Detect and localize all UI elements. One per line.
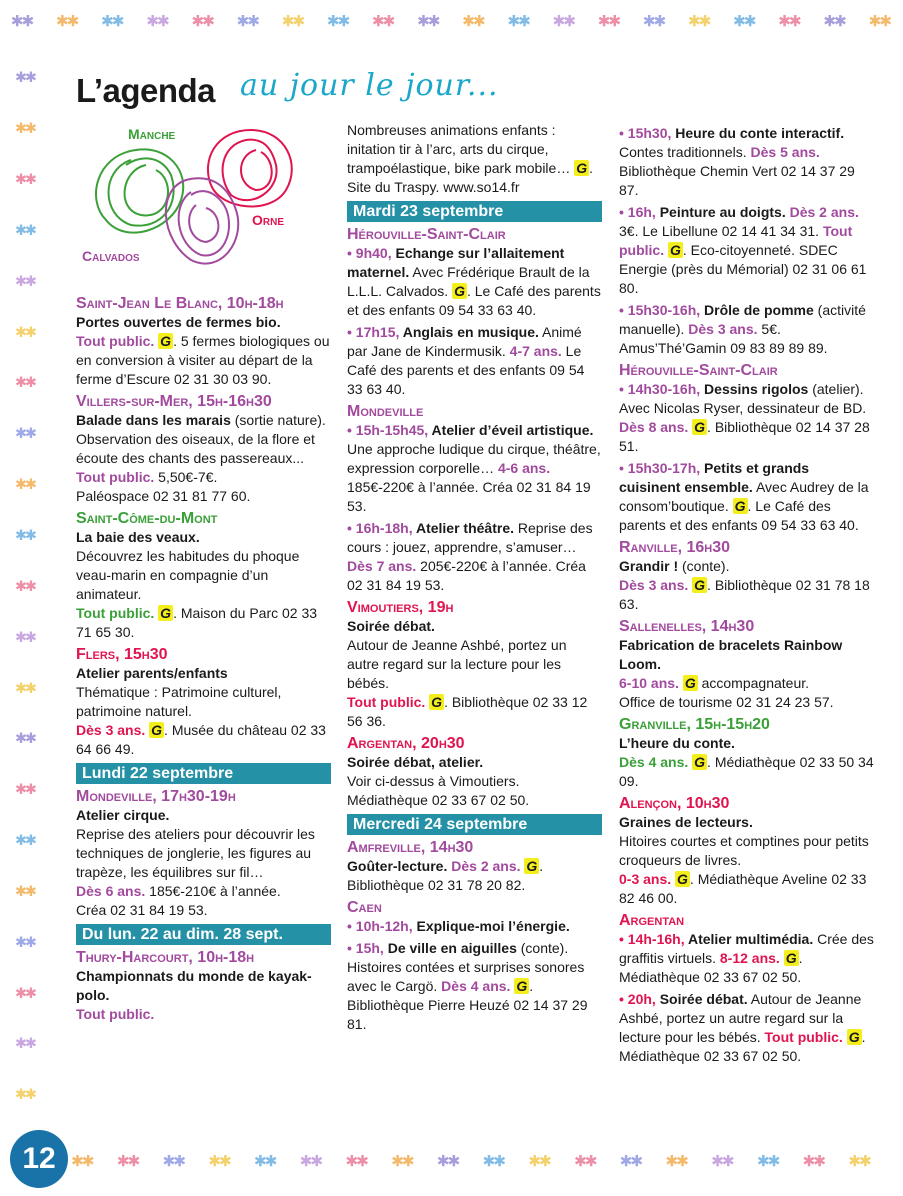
region-label-manche: Manche bbox=[128, 126, 176, 142]
free-badge: G bbox=[526, 858, 538, 874]
event-title: Atelier multimédia. bbox=[684, 931, 814, 947]
event-text: Le Café des parents et des enfants 09 54 33 63 40. bbox=[347, 343, 585, 397]
event-title: Echange sur l’allaitement maternel. bbox=[347, 245, 565, 280]
audience-label: Tout public. bbox=[619, 223, 853, 258]
scribble-icon: ᕯ bbox=[688, 10, 712, 43]
scribble-icon: ᕯ bbox=[15, 424, 37, 455]
event-text: . Médiathèque 02 33 67 02 50. bbox=[619, 950, 803, 985]
event-location: Thury-Harcourt, 10h-18h bbox=[76, 949, 255, 966]
event-text: Reprise des ateliers pour découvrir les techniques de jonglerie, les figures au trapèze, les équilibres sur fil… bbox=[76, 826, 315, 880]
event-item bbox=[619, 538, 874, 614]
scribble-icon: ᕯ bbox=[711, 1150, 735, 1183]
scribble-icon: ᕯ bbox=[15, 1034, 37, 1065]
event-item bbox=[76, 948, 331, 1024]
free-badge: G bbox=[734, 498, 746, 514]
event-text: Observation des oiseaux, de la flore et écoute des chants des passereaux... bbox=[76, 431, 315, 466]
age-label: 4-7 ans. bbox=[509, 343, 562, 359]
event-title: Heure du conte interactif. bbox=[671, 125, 845, 141]
scribble-icon: ᕯ bbox=[15, 68, 37, 99]
event-text: . Le Café des parents et des enfants 09 54 33 63 40. bbox=[347, 283, 601, 318]
event-location: Hérouville-Saint-Clair bbox=[347, 226, 506, 243]
free-badge: G bbox=[454, 283, 465, 299]
event-location: Argentan bbox=[619, 912, 685, 929]
audience-label: Tout public. bbox=[347, 694, 426, 710]
event-title: Atelier parents/enfants bbox=[76, 665, 228, 681]
scribble-icon: ᕯ bbox=[597, 10, 621, 43]
scribble-icon: ᕯ bbox=[642, 10, 667, 43]
event-text: Bibliothèque Chemin Vert 02 14 37 29 87. bbox=[619, 163, 855, 198]
day-header: Lundi 22 septembre bbox=[76, 763, 331, 784]
event-location: Vimoutiers, 19h bbox=[347, 599, 454, 616]
age-label: Dès 4 ans. bbox=[619, 754, 689, 770]
age-label: 4-6 ans. bbox=[497, 460, 551, 476]
scribble-icon: ᕯ bbox=[281, 10, 305, 43]
scribble-icon: ᕯ bbox=[15, 881, 37, 912]
event-title: Soirée débat. bbox=[655, 991, 748, 1007]
event-text: Autour de Jeanne Ashbé, portez un autre regard sur la lecture pour les bébés. bbox=[347, 637, 567, 691]
event-text: accompagnateur. bbox=[697, 675, 810, 691]
event-title: Soirée débat, atelier. bbox=[347, 754, 484, 770]
scribble-icon: ᕯ bbox=[823, 10, 847, 43]
event-title: Petits et grands cuisinent ensemble. bbox=[619, 460, 810, 495]
event-time: • 16h-18h, bbox=[347, 520, 413, 536]
event-text: . Médiathèque 02 33 67 02 50. bbox=[619, 1029, 866, 1064]
free-badge: G bbox=[160, 605, 172, 621]
event-text: Bibliothèque 02 31 78 20 82. bbox=[347, 877, 526, 893]
event-location: Flers, 15h30 bbox=[76, 646, 168, 663]
event-time: • 9h40, bbox=[347, 245, 392, 261]
age-label: Dès 6 ans. bbox=[76, 883, 146, 899]
event-title: Dessins rigolos bbox=[700, 381, 809, 397]
event-text: . Bibliothèque 02 31 78 18 63. bbox=[619, 577, 870, 612]
scribble-icon: ᕯ bbox=[254, 1150, 278, 1183]
event-title: Atelier d’éveil artistique. bbox=[428, 422, 594, 438]
event-text: Voir ci-dessus à Vimoutiers. bbox=[347, 773, 520, 789]
scribble-icon: ᕯ bbox=[15, 932, 37, 963]
scribble-icon: ᕯ bbox=[15, 780, 37, 811]
event-location: Villers-sur-Mer, 15h-16h30 bbox=[76, 393, 272, 410]
event-text: . Le Café des parents et des enfants 09 54 33 63 40. bbox=[619, 498, 859, 533]
event-text: 5€. Amus’Thé’Gamin 09 83 89 89 89. bbox=[619, 321, 828, 356]
event-title: Anglais en musique. bbox=[399, 324, 539, 340]
scribble-icon: ᕯ bbox=[299, 1150, 323, 1183]
age-label: Dès 4 ans. bbox=[441, 978, 511, 994]
event-time: • 16h, bbox=[619, 204, 656, 220]
event-item bbox=[347, 734, 602, 810]
period-header: Du lun. 22 au dim. 28 sept. bbox=[76, 924, 331, 945]
scribble-icon: ᕯ bbox=[15, 526, 37, 557]
event-text: . Eco-citoyenneté. SDEC Energie (près du Mémorial) 02 31 06 61 80. bbox=[619, 242, 867, 296]
event-text: . bbox=[539, 858, 544, 874]
scribble-icon: ᕯ bbox=[733, 10, 757, 43]
event-text: Une approche ludique du cirque, théâtre, expression corporelle… bbox=[347, 441, 601, 476]
event-location: Saint-Côme-du-Mont bbox=[76, 510, 218, 527]
event-text: Autour de Jeanne Ashbé, portez un autre regard sur la lecture pour les bébés. bbox=[619, 991, 862, 1045]
age-label: Dès 3 ans. bbox=[619, 577, 689, 593]
event-text: Animé par Jane de Kindermusik. bbox=[347, 324, 582, 359]
event-text: Nombreuses animations enfants : initation tir à l’arc, arts du cirque, trampoélastique, bike park mobile… bbox=[347, 122, 571, 176]
decorative-bottom-border bbox=[60, 1142, 883, 1192]
event-time: • 15h30, bbox=[619, 125, 672, 141]
event-title: La baie des veaux. bbox=[76, 529, 200, 545]
scribble-icon: ᕯ bbox=[802, 1150, 826, 1183]
age-label: Dès 7 ans. bbox=[347, 558, 417, 574]
event-item bbox=[76, 787, 331, 920]
event-location: Mondeville, 17h30-19h bbox=[76, 788, 236, 805]
event-text: (atelier). Avec Nicolas Ryser, dessinateur de BD. bbox=[619, 381, 867, 416]
audience-label: Tout public. bbox=[76, 1006, 155, 1022]
scribble-icon: ᕯ bbox=[117, 1150, 141, 1183]
event-text: (activité manuelle). bbox=[619, 302, 866, 337]
scribble-icon: ᕯ bbox=[848, 1150, 872, 1183]
event-text: . Bibliothèque Pierre Heuzé 02 14 37 29 81. bbox=[347, 978, 588, 1032]
event-text: . Médiathèque 02 33 50 34 09. bbox=[619, 754, 874, 789]
free-badge: G bbox=[848, 1029, 860, 1045]
event-location: Amfreville, 14h30 bbox=[347, 839, 474, 856]
event-text: 205€-220€ à l’année. Créa 02 31 84 19 53. bbox=[347, 558, 586, 593]
scribble-icon: ᕯ bbox=[15, 576, 37, 607]
age-label: Dès 3 ans. bbox=[76, 722, 146, 738]
scribble-icon: ᕯ bbox=[462, 10, 486, 43]
event-text: Avec Audrey de la consom’boutique. bbox=[619, 479, 869, 514]
free-badge: G bbox=[670, 242, 681, 258]
scribble-icon: ᕯ bbox=[15, 119, 37, 150]
page-number: 12 bbox=[10, 1130, 68, 1188]
scribble-icon: ᕯ bbox=[417, 10, 441, 43]
event-time: • 15h30-17h, bbox=[619, 460, 701, 476]
scribble-icon: ᕯ bbox=[236, 10, 260, 43]
event-text: Hitoires courtes et comptines pour petits croqueurs de livres. bbox=[619, 833, 869, 868]
event-text: 3€. Le Libellune 02 14 41 34 31. bbox=[619, 223, 823, 239]
scribble-icon: ᕯ bbox=[191, 10, 215, 43]
event-title: Grandir ! bbox=[619, 558, 679, 574]
scribble-icon: ᕯ bbox=[391, 1150, 415, 1183]
free-badge: G bbox=[694, 577, 706, 593]
event-text: Paléospace 02 31 81 77 60. bbox=[76, 488, 251, 504]
audience-label: Tout public. bbox=[76, 605, 155, 621]
event-time: • 20h, bbox=[619, 991, 656, 1007]
event-text: Office de tourisme 02 31 24 23 57. bbox=[619, 694, 834, 710]
free-badge: G bbox=[431, 694, 443, 710]
scribble-icon: ᕯ bbox=[15, 983, 37, 1014]
event-time: • 17h15, bbox=[347, 324, 400, 340]
event-text: 185€-210€ à l’année. bbox=[145, 883, 281, 899]
event-time: • 15h30-16h, bbox=[619, 302, 701, 318]
audience-label: Tout public. bbox=[76, 469, 155, 485]
age-label: Dès 8 ans. bbox=[619, 419, 689, 435]
scribble-icon: ᕯ bbox=[345, 1150, 369, 1183]
day-header: Mercredi 24 septembre bbox=[347, 814, 602, 835]
free-badge: G bbox=[684, 675, 696, 691]
event-location: Argentan, 20h30 bbox=[347, 735, 465, 752]
event-text: (conte). Histoires contées et surprises sonores avec le Cargö. bbox=[347, 940, 585, 994]
event-title: Championnats du monde de kayak-polo. bbox=[76, 968, 312, 1003]
scribble-icon: ᕯ bbox=[15, 1085, 37, 1116]
event-title: Goûter-lecture. bbox=[347, 858, 448, 874]
scribble-icon: ᕯ bbox=[778, 10, 802, 43]
event-time: • 15h-15h45, bbox=[347, 422, 429, 438]
event-text: (conte). bbox=[678, 558, 730, 574]
event-text: Médiathèque 02 33 67 02 50. bbox=[347, 792, 530, 808]
event-title: Atelier théâtre. bbox=[412, 520, 514, 536]
scribble-icon: ᕯ bbox=[71, 1150, 95, 1183]
scribble-icon: ᕯ bbox=[11, 10, 35, 43]
event-title: Fabrication de bracelets Rainbow Loom. bbox=[619, 637, 843, 672]
event-item bbox=[619, 715, 874, 791]
event-text: . Maison du Parc 02 33 71 65 30. bbox=[76, 605, 318, 640]
event-title: Atelier cirque. bbox=[76, 807, 170, 823]
decorative-top-border bbox=[0, 2, 903, 52]
age-label: Dès 2 ans. bbox=[785, 204, 859, 220]
scribble-icon: ᕯ bbox=[15, 831, 37, 862]
scribble-icon: ᕯ bbox=[619, 1150, 644, 1183]
scribble-icon: ᕯ bbox=[868, 10, 892, 43]
event-item bbox=[619, 794, 874, 908]
event-location: Granville, 15h-15h20 bbox=[619, 716, 770, 733]
event-title: De ville en aiguilles bbox=[383, 940, 517, 956]
event-text: . Bibliothèque 02 14 37 28 51. bbox=[619, 419, 870, 454]
scribble-icon: ᕯ bbox=[208, 1150, 232, 1183]
scribble-icon: ᕯ bbox=[528, 1150, 552, 1183]
scribble-icon: ᕯ bbox=[437, 1150, 461, 1183]
event-title: Soirée débat. bbox=[347, 618, 435, 634]
event-location: Caen bbox=[347, 899, 382, 916]
age-label: 6-10 ans. bbox=[619, 675, 679, 691]
agenda-column-3 bbox=[619, 124, 874, 1069]
scribble-icon: ᕯ bbox=[507, 10, 531, 43]
event-text: Reprise des cours : jouez, apprendre, s’amuser… bbox=[347, 520, 593, 555]
scribble-icon: ᕯ bbox=[146, 10, 170, 43]
event-title: L’heure du conte. bbox=[619, 735, 735, 751]
event-item bbox=[76, 392, 331, 506]
event-location: Alençon, 10h30 bbox=[619, 795, 730, 812]
scribble-icon: ᕯ bbox=[15, 220, 37, 251]
region-label-calvados: Calvados bbox=[82, 248, 140, 264]
event-text: Thématique : Patrimoine culturel, patrimoine naturel. bbox=[76, 684, 282, 719]
event-location: Ranville, 16h30 bbox=[619, 539, 731, 556]
event-text: 185€-220€ à l’année. Créa 02 31 84 19 53. bbox=[347, 479, 591, 514]
event-text: Créa 02 31 84 19 53. bbox=[76, 902, 208, 918]
day-header: Mardi 23 septembre bbox=[347, 201, 602, 222]
scribble-icon: ᕯ bbox=[15, 678, 37, 709]
page-subtitle: au jour le jour... bbox=[240, 68, 499, 103]
event-item bbox=[347, 838, 602, 895]
scribble-icon: ᕯ bbox=[15, 729, 37, 760]
free-badge: G bbox=[785, 950, 797, 966]
scribble-icon: ᕯ bbox=[15, 475, 37, 506]
event-item bbox=[347, 598, 602, 731]
scribble-icon: ᕯ bbox=[15, 373, 37, 404]
event-time: • 15h, bbox=[347, 940, 384, 956]
event-title: Explique-moi l’énergie. bbox=[412, 918, 570, 934]
event-item bbox=[76, 645, 331, 759]
event-text: Contes traditionnels. bbox=[619, 144, 751, 160]
event-title: Graines de lecteurs. bbox=[619, 814, 753, 830]
age-label: Dès 5 ans. bbox=[750, 144, 820, 160]
audience-label: Tout public. bbox=[76, 333, 155, 349]
event-text: . Médiathèque Aveline 02 33 82 46 00. bbox=[619, 871, 867, 906]
event-title: Peinture au doigts. bbox=[655, 204, 786, 220]
scribble-icon: ᕯ bbox=[162, 1150, 186, 1183]
scribble-icon: ᕯ bbox=[15, 170, 37, 201]
event-location: Mondeville bbox=[347, 403, 424, 420]
free-badge: G bbox=[576, 160, 588, 176]
free-badge: G bbox=[160, 333, 172, 349]
event-text: . Musée du château 02 33 64 66 49. bbox=[76, 722, 326, 757]
event-location: Saint-Jean Le Blanc, 10h-18h bbox=[76, 295, 284, 312]
age-label: Dès 2 ans. bbox=[447, 858, 521, 874]
free-badge: G bbox=[151, 722, 163, 738]
scribble-icon: ᕯ bbox=[757, 1150, 781, 1183]
event-location: Hérouville-Saint-Clair bbox=[619, 362, 778, 379]
scribble-icon: ᕯ bbox=[665, 1150, 689, 1183]
scribble-icon: ᕯ bbox=[574, 1150, 598, 1183]
event-text: . Bibliothèque 02 33 12 56 36. bbox=[347, 694, 588, 729]
event-text: . 5 fermes biologiques ou en conversion à visiter au départ de la ferme d’Escure 02 31 30 03 90. bbox=[76, 333, 330, 387]
decorative-left-border bbox=[4, 58, 48, 1126]
scribble-icon: ᕯ bbox=[482, 1150, 506, 1183]
event-title: Drôle de pomme bbox=[700, 302, 814, 318]
age-label: 0-3 ans. bbox=[619, 871, 672, 887]
event-time: • 10h-12h, bbox=[347, 918, 413, 934]
event-text: 5,50€-7€. bbox=[154, 469, 218, 485]
scribble-icon: ᕯ bbox=[372, 10, 396, 43]
free-badge: G bbox=[677, 871, 688, 887]
free-badge: G bbox=[694, 419, 706, 435]
event-text: Avec Frédérique Brault de la L.L.L. Calvados. bbox=[347, 264, 590, 299]
event-text: (sortie nature). bbox=[230, 412, 326, 428]
scribble-icon: ᕯ bbox=[327, 10, 351, 43]
event-title: Balade dans les marais bbox=[76, 412, 231, 428]
scribble-icon: ᕯ bbox=[15, 627, 37, 658]
scribble-icon: ᕯ bbox=[15, 271, 37, 302]
scribble-icon: ᕯ bbox=[15, 322, 37, 353]
event-time: • 14h-16h, bbox=[619, 931, 685, 947]
event-item bbox=[619, 617, 874, 712]
region-scribble-map bbox=[76, 120, 316, 280]
agenda-column-2 bbox=[347, 121, 602, 1037]
scribble-icon: ᕯ bbox=[56, 10, 80, 43]
age-label: Dès 3 ans. bbox=[688, 321, 758, 337]
free-badge: G bbox=[516, 978, 528, 994]
audience-label: Tout public. bbox=[764, 1029, 843, 1045]
page-title: L’agenda bbox=[76, 72, 216, 109]
event-title: Portes ouvertes de fermes bio. bbox=[76, 314, 281, 330]
event-item bbox=[76, 509, 331, 642]
event-item bbox=[76, 294, 331, 389]
event-text: . Site du Traspy. www.so14.fr bbox=[347, 160, 594, 195]
event-text: Crée des graffitis virtuels. bbox=[619, 931, 874, 966]
free-badge: G bbox=[694, 754, 706, 770]
age-label: 8-12 ans. bbox=[719, 950, 780, 966]
event-time: • 14h30-16h, bbox=[619, 381, 701, 397]
region-label-orne: Orne bbox=[252, 212, 285, 228]
scribble-icon: ᕯ bbox=[552, 10, 576, 43]
event-text: Découvrez les habitudes du phoque veau-marin en compagnie d’un animateur. bbox=[76, 548, 300, 602]
event-location: Sallenelles, 14h30 bbox=[619, 618, 755, 635]
agenda-column-1 bbox=[76, 294, 331, 1024]
scribble-icon: ᕯ bbox=[101, 10, 125, 43]
